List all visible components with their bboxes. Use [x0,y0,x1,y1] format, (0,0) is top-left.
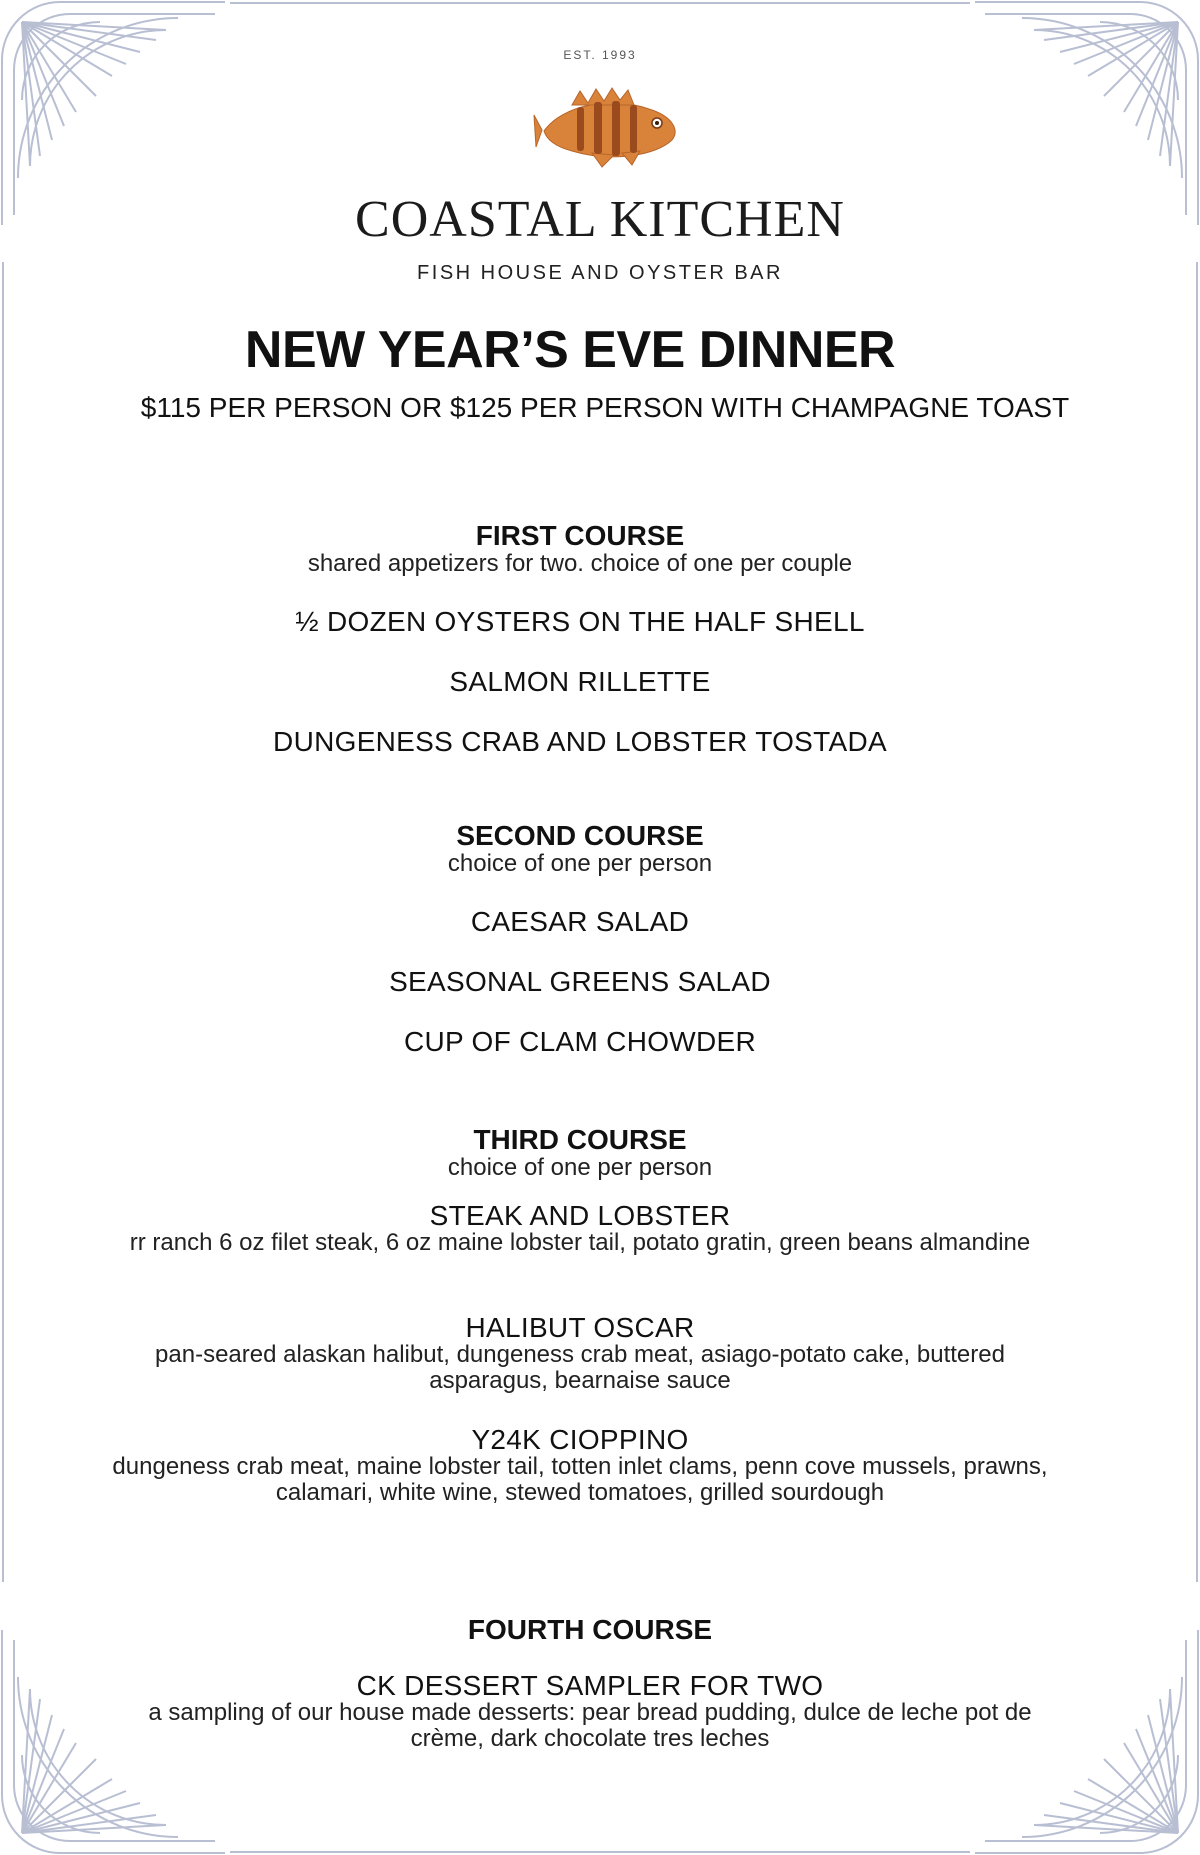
menu-item-description: pan-seared alaskan halibut, dungeness crab meat, asiago-potato cake, buttered asparagus, bearnaise sauce [155,1341,1005,1394]
first-course-note: shared appetizers for two. choice of one per couple [307,550,853,577]
fish-logo-icon [532,85,682,170]
menu-item: ½ DOZEN OYSTERS ON THE HALF SHELL [295,606,865,637]
menu-item-description: a sampling of our house made desserts: pear bread pudding, dulce de leche pot de crème, dark chocolate tres leches [148,1699,1032,1752]
brand-name: COASTAL KITCHEN [355,191,845,248]
established-label: EST. 1993 [563,48,637,62]
brand-tagline: FISH HOUSE AND OYSTER BAR [417,262,783,284]
menu-title: NEW YEAR’S EVE DINNER [244,321,896,379]
menu-item: DUNGENESS CRAB AND LOBSTER TOSTADA [273,726,887,757]
menu-item-description: rr ranch 6 oz filet steak, 6 oz maine lobster tail, potato gratin, green beans almandine [129,1229,1031,1256]
menu-price: $115 PER PERSON OR $125 PER PERSON WITH CHAMPAGNE TOAST [140,392,1070,423]
first-course-heading: FIRST COURSE [475,520,685,551]
menu-item-name: Y24K CIOPPINO [471,1424,689,1455]
frame-bottom-rule [230,1851,970,1853]
menu-item-name: STEAK AND LOBSTER [429,1200,731,1231]
fourth-course-heading: FOURTH COURSE [467,1614,713,1645]
second-course-note: choice of one per person [447,850,713,877]
menu-item-name: CK DESSERT SAMPLER FOR TWO [356,1670,824,1701]
frame-top-rule [230,2,970,4]
menu-item-name: HALIBUT OSCAR [465,1312,695,1343]
menu-item: SALMON RILLETTE [449,666,711,697]
menu-item: CUP OF CLAM CHOWDER [403,1026,757,1057]
third-course-note: choice of one per person [447,1154,713,1181]
menu-item-description: dungeness crab meat, maine lobster tail, totten inlet clams, penn cove mussels, prawns, calamari, white wine, stewed tomatoes, grilled sourdough [112,1453,1048,1506]
menu-item: CAESAR SALAD [470,906,690,937]
frame-right-rule [1196,262,1198,1582]
menu-item: SEASONAL GREENS SALAD [389,966,771,997]
second-course-heading: SECOND COURSE [456,820,704,851]
third-course-heading: THIRD COURSE [473,1124,687,1155]
